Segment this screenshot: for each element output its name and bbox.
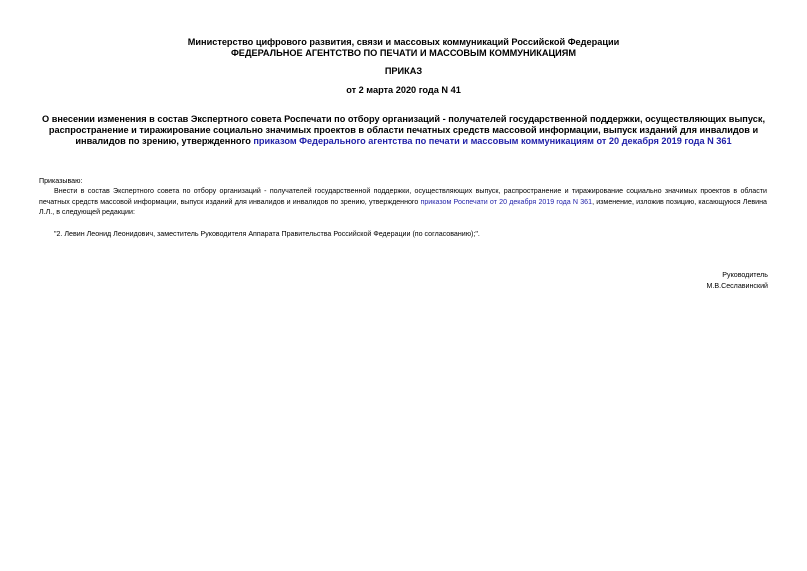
- paragraph-text-before: Внести в состав Экспертного совета по отбору организаций - получателей государственной поддержки, осуществляющих выпуск, распространение и тиражирование социально значимых проектов в области печатных средств массовой информации, выпуск изданий для инвалидов и инвалидов по зрению, утвержденного: [39, 187, 767, 206]
- subject-text: О внесении изменения в состав Экспертного совета Роспечати по отбору организаций - получателей государственной поддержки, осуществляющих выпуск, распространение и тиражирование социально значимых проектов в области печатных средств массовой информации, выпуск изданий для инвалидов и инвалидов по зрению, утвержденного: [42, 114, 765, 146]
- signature-block: [706, 270, 768, 291]
- signer-position: Руководитель: [722, 271, 768, 279]
- order-date: от 2 марта 2020 года N 41: [346, 85, 461, 95]
- order-subject: [40, 114, 767, 147]
- amendment-quote: "2. Левин Леонид Леонидович, заместитель Руководителя Аппарата Правительства Российской Федерации (по согласованию);".: [54, 230, 480, 238]
- prikazyvayu-label: Приказываю:: [39, 177, 83, 185]
- signer-name: М.В.Сеславинский: [706, 281, 768, 290]
- agency-name: ФЕДЕРАЛЬНОЕ АГЕНТСТВО ПО ПЕЧАТИ И МАССОВЫМ КОММУНИКАЦИЯМ: [230, 48, 577, 58]
- paragraph-text-after: , изменение, изложив позицию, касающуюся Левина Л.Л., в следующей редакции:: [39, 197, 767, 216]
- paragraph-order-link[interactable]: приказом Роспечати от 20 декабря 2019 года N 361: [420, 197, 593, 206]
- subject-order-link[interactable]: приказом Федерального агентства по печати и массовым коммуникациям от 20 декабря 2019 года N 361: [253, 136, 732, 146]
- document-header: [40, 37, 767, 59]
- body-paragraph: [39, 186, 767, 218]
- ministry-name: Министерство цифрового развития, связи и массовых коммуникаций Российской Федерации: [187, 37, 620, 47]
- order-title: ПРИКАЗ: [384, 66, 423, 76]
